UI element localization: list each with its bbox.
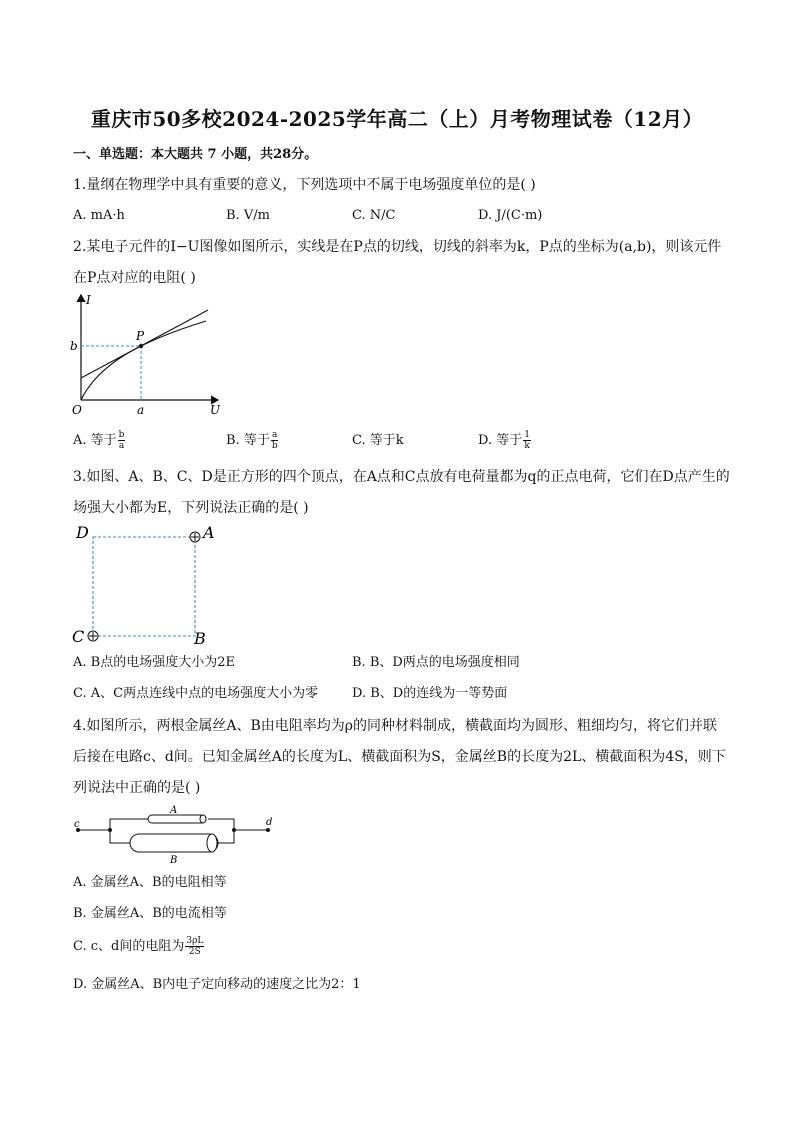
q4-option-c: C. c、d间的电阻为 $\frac{3\rho L}{2S}$ bbox=[73, 936, 204, 957]
q2-option-b: B. 等于 $\frac{a}{b}$ bbox=[226, 430, 278, 451]
label-d: d bbox=[266, 817, 273, 828]
q2-option-c: C. 等于k bbox=[352, 433, 404, 448]
q4-option-d: D. 金属丝A、B内电子定向移动的速度之比为2：1 bbox=[73, 977, 361, 992]
q2-option-d: D. 等于 $\frac{1}{k}$ bbox=[478, 430, 530, 451]
charge-c-icon bbox=[88, 631, 98, 641]
q2-stem-line2: 在P点对应的电阻( ) bbox=[73, 270, 196, 286]
q4-option-a: A. 金属丝A、B的电阻相等 bbox=[73, 875, 227, 890]
label-b: B bbox=[170, 855, 178, 866]
q3-square-diagram bbox=[70, 520, 230, 650]
wire-a-cylinder bbox=[148, 815, 206, 823]
label-d: D bbox=[76, 523, 89, 542]
label-u: U bbox=[210, 403, 221, 417]
q1-option-b: B. V/m bbox=[226, 208, 270, 223]
label-a: A bbox=[170, 805, 178, 816]
q3-option-b: B. B、D两点的电场强度相同 bbox=[352, 655, 520, 670]
section-heading: 一、单选题：本大题共 7 小题，共28分。 bbox=[73, 147, 318, 162]
label-c: C bbox=[72, 627, 85, 646]
label-i: I bbox=[86, 293, 91, 307]
page-title: 重庆市50多校2024-2025学年高二（上）月考物理试卷（12月） bbox=[90, 107, 704, 131]
q4-option-b: B. 金属丝A、B的电流相等 bbox=[73, 906, 227, 921]
label-a: a bbox=[137, 403, 145, 417]
charge-a-icon bbox=[190, 532, 200, 542]
q3-stem-line2: 场强大小都为E，下列说法正确的是( ) bbox=[73, 500, 309, 516]
label-p: P bbox=[136, 329, 145, 343]
q3-option-c: C. A、C两点连线中点的电场强度大小为零 bbox=[73, 686, 319, 701]
square-outline bbox=[93, 537, 195, 636]
point-p bbox=[139, 344, 143, 348]
terminal-d bbox=[266, 828, 270, 832]
q4-stem-line3: 列说法中正确的是( ) bbox=[73, 780, 201, 796]
q4-stem-line2: 后接在电路c、d间。已知金属丝A的长度为L、横截面积为S，金属丝B的长度为2L、横截面积为4S，则下 bbox=[73, 749, 726, 765]
q3-option-a: A. B点的电场强度大小为2E bbox=[73, 655, 235, 670]
label-a: A bbox=[203, 523, 215, 542]
q1-option-c: C. N/C bbox=[352, 208, 396, 223]
q3-option-d: D. B、D的连线为一等势面 bbox=[352, 686, 508, 701]
q2-option-a: A. 等于 $\frac{b}{a}$ bbox=[73, 430, 125, 451]
label-b: B bbox=[194, 629, 206, 648]
q1-option-a: A. mA·h bbox=[73, 208, 125, 223]
q4-stem-line1: 4.如图所示，两根金属丝A、B由电阻率均为ρ的同种材料制成，横截面均为圆形、粗细均匀，将它们并联 bbox=[73, 718, 717, 734]
wire-b-cylinder bbox=[130, 834, 218, 852]
q3-stem-line1: 3.如图、A、B、C、D是正方形的四个顶点，在A点和C点放有电荷量都为q的正点电荷，它们在D点产生的 bbox=[73, 469, 730, 485]
q4-wire-circuit bbox=[68, 805, 288, 867]
q2-iu-graph bbox=[68, 290, 228, 420]
q2-stem-line1: 2.某电子元件的I−U图像如图所示，实线是在P点的切线，切线的斜率为k，P点的坐标为(a,b)，则该元件 bbox=[73, 239, 722, 255]
q1-stem: 1.量纲在物理学中具有重要的意义，下列选项中不属于电场强度单位的是( ) bbox=[73, 177, 536, 193]
label-b: b bbox=[70, 339, 78, 353]
label-o: O bbox=[72, 403, 82, 417]
label-c: c bbox=[74, 819, 80, 830]
tangent-line bbox=[81, 310, 208, 378]
q1-option-d: D. J/(C·m) bbox=[478, 208, 543, 223]
